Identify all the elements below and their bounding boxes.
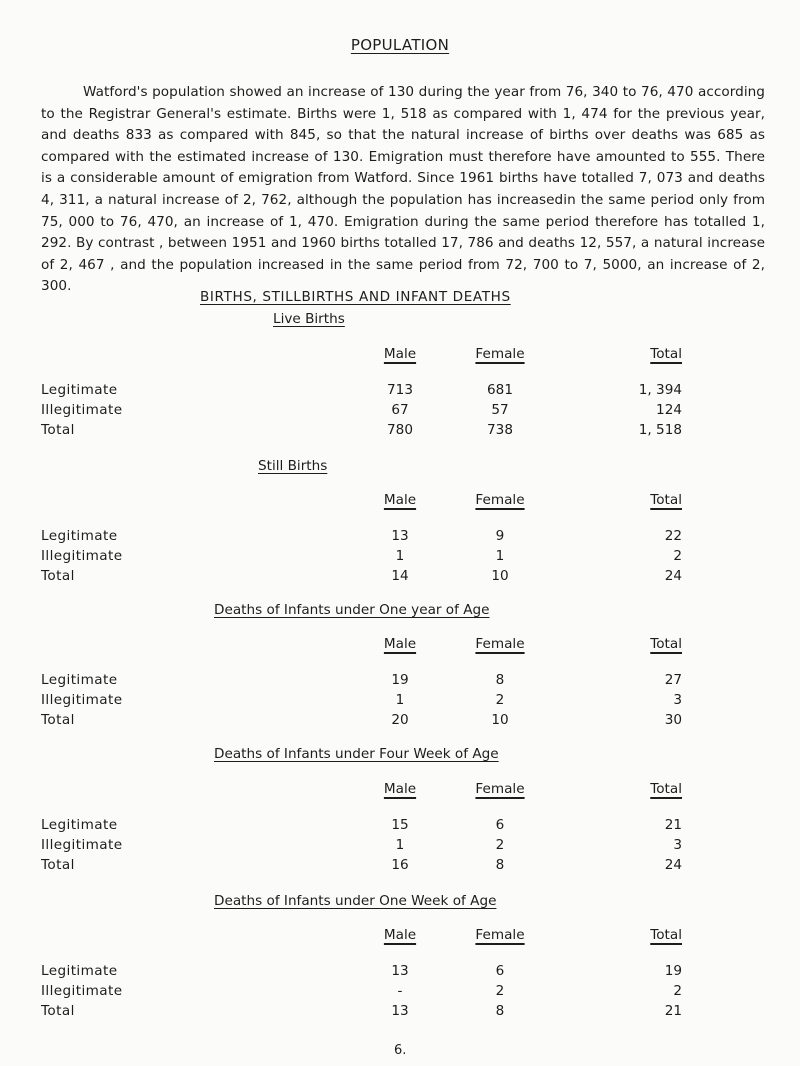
cell-total: 1, 394 (638, 382, 682, 398)
table-heading: Deaths of Infants under One year of Age (214, 602, 490, 618)
cell-total: 19 (664, 963, 682, 979)
column-header-male: Male (383, 927, 417, 943)
column-header-total: Total (650, 781, 682, 797)
table-heading: Deaths of Infants under One Week of Age (214, 893, 497, 909)
cell-male: 1 (395, 548, 405, 564)
row-label: Legitimate (41, 382, 118, 398)
cell-total: 1, 518 (638, 422, 682, 438)
row-label: Legitimate (41, 528, 118, 544)
cell-total: 30 (664, 712, 682, 728)
column-header-female: Female (475, 492, 525, 508)
cell-total: 3 (673, 837, 682, 853)
page-title: POPULATION (350, 36, 450, 54)
cell-female: 10 (491, 568, 509, 584)
cell-male: - (397, 983, 403, 999)
column-header-total: Total (650, 346, 682, 362)
cell-female: 2 (495, 692, 505, 708)
cell-male: 713 (387, 382, 413, 398)
cell-female: 6 (495, 963, 505, 979)
cell-male: 13 (391, 1003, 409, 1019)
row-label: Total (41, 422, 75, 438)
page-number: 6. (394, 1043, 407, 1058)
cell-total: 2 (673, 983, 682, 999)
cell-female: 2 (495, 837, 505, 853)
cell-total: 21 (664, 1003, 682, 1019)
cell-male: 67 (391, 402, 409, 418)
cell-total: 27 (664, 672, 682, 688)
cell-male: 1 (395, 837, 405, 853)
cell-female: 2 (495, 983, 505, 999)
column-header-female: Female (475, 346, 525, 362)
cell-total: 124 (656, 402, 682, 418)
table-heading: Still Births (258, 458, 328, 474)
row-label: Total (41, 712, 75, 728)
cell-total: 24 (664, 857, 682, 873)
table-heading: Live Births (273, 311, 345, 327)
cell-male: 19 (391, 672, 409, 688)
cell-female: 10 (491, 712, 509, 728)
column-header-male: Male (383, 346, 417, 362)
intro-paragraph: Watford's population showed an increase of 130 during the year from 76, 340 to 76, 470 according to the Registrar General's estimate. Births were 1, 518 as compared with 1, 474 for the previous year, and deaths 833 as compared with 845, so that the natural increase of births over deaths was 685 as compared with the estimated increase of 130. Emigration must therefore have amounted to 555. There is a considerable amount of emigration from Watford. Since 1961 births have totalled 7, 073 and deaths 4, 311, a natural increase of 2, 762, although the population has increasedin the same period only from 75, 000 to 76, 470, an increase of 1, 470. Emigration during the same period therefore has totalled 1, 292. By contrast , between 1951 and 1960 births totalled 17, 786 and deaths 12, 557, a natural increase of 2, 467 , and the population increased in the same period from 72, 700 to 7, 5000, an increase of 2, 300. (41, 84, 765, 295)
row-label: Illegitimate (41, 402, 123, 418)
row-label: Illegitimate (41, 692, 123, 708)
cell-male: 13 (391, 528, 409, 544)
cell-male: 13 (391, 963, 409, 979)
row-label: Total (41, 857, 75, 873)
cell-male: 16 (391, 857, 409, 873)
column-header-total: Total (650, 927, 682, 943)
column-header-male: Male (383, 636, 417, 652)
cell-female: 8 (495, 672, 505, 688)
cell-female: 9 (495, 528, 505, 544)
cell-female: 8 (495, 1003, 505, 1019)
row-label: Legitimate (41, 963, 118, 979)
row-label: Illegitimate (41, 983, 123, 999)
cell-male: 14 (391, 568, 409, 584)
cell-female: 57 (491, 402, 509, 418)
row-label: Illegitimate (41, 548, 123, 564)
row-label: Illegitimate (41, 837, 123, 853)
row-label: Legitimate (41, 672, 118, 688)
cell-total: 2 (673, 548, 682, 564)
cell-male: 1 (395, 692, 405, 708)
column-header-male: Male (383, 781, 417, 797)
row-label: Total (41, 1003, 75, 1019)
section-heading: BIRTHS, STILLBIRTHS AND INFANT DEATHS (200, 289, 511, 305)
row-label: Legitimate (41, 817, 118, 833)
table-heading: Deaths of Infants under Four Week of Age (214, 746, 499, 762)
cell-female: 8 (495, 857, 505, 873)
column-header-female: Female (475, 927, 525, 943)
cell-male: 780 (387, 422, 413, 438)
column-header-total: Total (650, 636, 682, 652)
cell-total: 22 (664, 528, 682, 544)
column-header-female: Female (475, 636, 525, 652)
cell-female: 681 (487, 382, 513, 398)
column-header-male: Male (383, 492, 417, 508)
column-header-female: Female (475, 781, 525, 797)
cell-total: 3 (673, 692, 682, 708)
cell-female: 738 (487, 422, 513, 438)
cell-male: 20 (391, 712, 409, 728)
column-header-total: Total (650, 492, 682, 508)
cell-female: 1 (495, 548, 505, 564)
cell-total: 24 (664, 568, 682, 584)
cell-total: 21 (664, 817, 682, 833)
cell-male: 15 (391, 817, 409, 833)
row-label: Total (41, 568, 75, 584)
cell-female: 6 (495, 817, 505, 833)
